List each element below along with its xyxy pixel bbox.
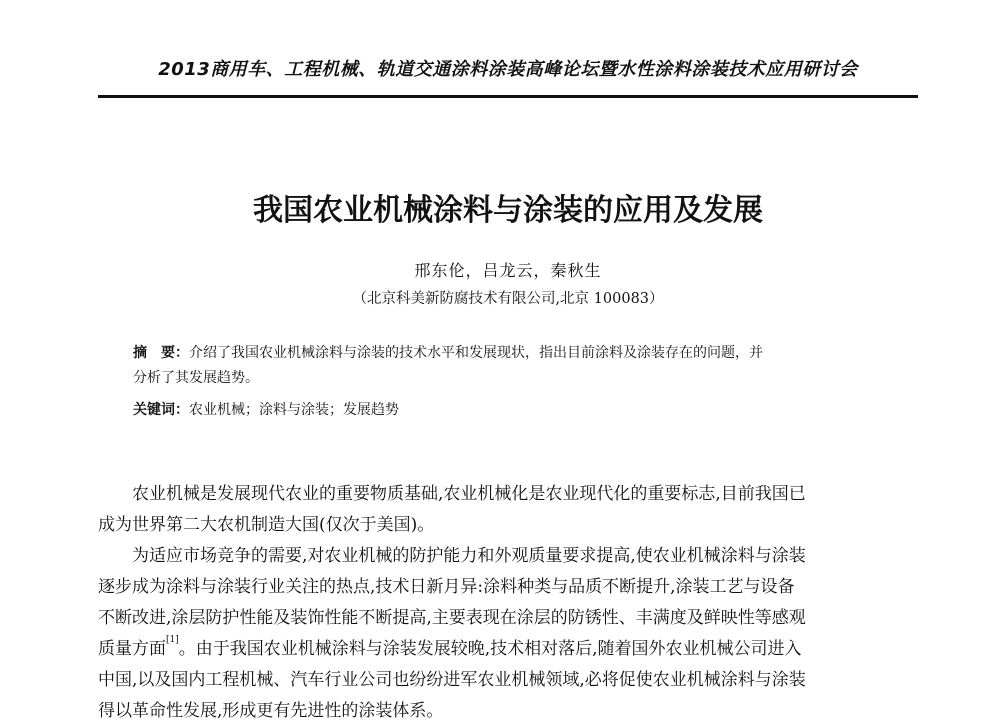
citation-ref: [1] <box>166 635 179 645</box>
keywords-text: 农业机械；涂料与涂装；发展趋势 <box>189 402 399 418</box>
paragraph-2-line-4a: 质量方面 <box>98 639 166 659</box>
article-authors: 邢东伦，吕龙云，秦秋生 <box>414 261 602 280</box>
paragraph-2-line-6: 得以革命性发展,形成更有先进性的涂装体系。 <box>98 701 444 721</box>
paragraph-2-line-5: 中国,以及国内工程机械、汽车行业公司也纷纷进军农业机械领域,必将促使农业机械涂料与涂装 <box>98 670 806 690</box>
abstract-line-2 <box>133 366 893 391</box>
paragraph-1-line-2: 成为世界第二大农机制造大国(仅次于美国)。 <box>98 515 435 535</box>
article-affiliation: （北京科美新防腐技术有限公司,北京 100083） <box>352 291 664 307</box>
paragraph-2-line-1: 为适应市场竞争的需要,对农业机械的防护能力和外观质量要求提高,使农业机械涂料与涂装 <box>132 546 806 566</box>
paragraph-1-line-1: 农业机械是发展现代农业的重要物质基础,农业机械化是农业现代化的重要标志,目前我国已 <box>132 484 806 504</box>
abstract-line-1 <box>133 341 893 366</box>
article-title: 我国农业机械涂料与涂装的应用及发展 <box>253 193 763 228</box>
keywords-line <box>133 398 893 423</box>
conference-header: 2013商用车、工程机械、轨道交通涂料涂装高峰论坛暨水性涂料涂装技术应用研讨会 <box>158 59 858 80</box>
paragraph-2-line-2: 逐步成为涂料与涂装行业关注的热点,技术日新月异:涂料种类与品质不断提升,涂装工艺与设备 <box>98 577 795 597</box>
header-rule <box>98 95 918 98</box>
abstract-text-2: 分析了其发展趋势。 <box>133 370 259 386</box>
paragraph-2-line-3: 不断改进,涂层防护性能及装饰性能不断提高,主要表现在涂层的防锈性、丰满度及鲜映性等感观 <box>98 608 806 628</box>
abstract-section <box>133 341 893 391</box>
abstract-text-1: 介绍了我国农业机械涂料与涂装的技术水平和发展现状，指出目前涂料及涂装存在的问题，并 <box>189 345 763 361</box>
paragraph-2-line-4 <box>98 634 918 665</box>
body-text <box>98 479 918 727</box>
paragraph-2-line-4b: 。由于我国农业机械涂料与涂装发展较晚,技术相对落后,随着国外农业机械公司进入 <box>178 639 802 659</box>
keywords-section <box>133 398 893 423</box>
abstract-label: 摘 要： <box>133 345 189 361</box>
keywords-label: 关键词： <box>133 402 189 418</box>
